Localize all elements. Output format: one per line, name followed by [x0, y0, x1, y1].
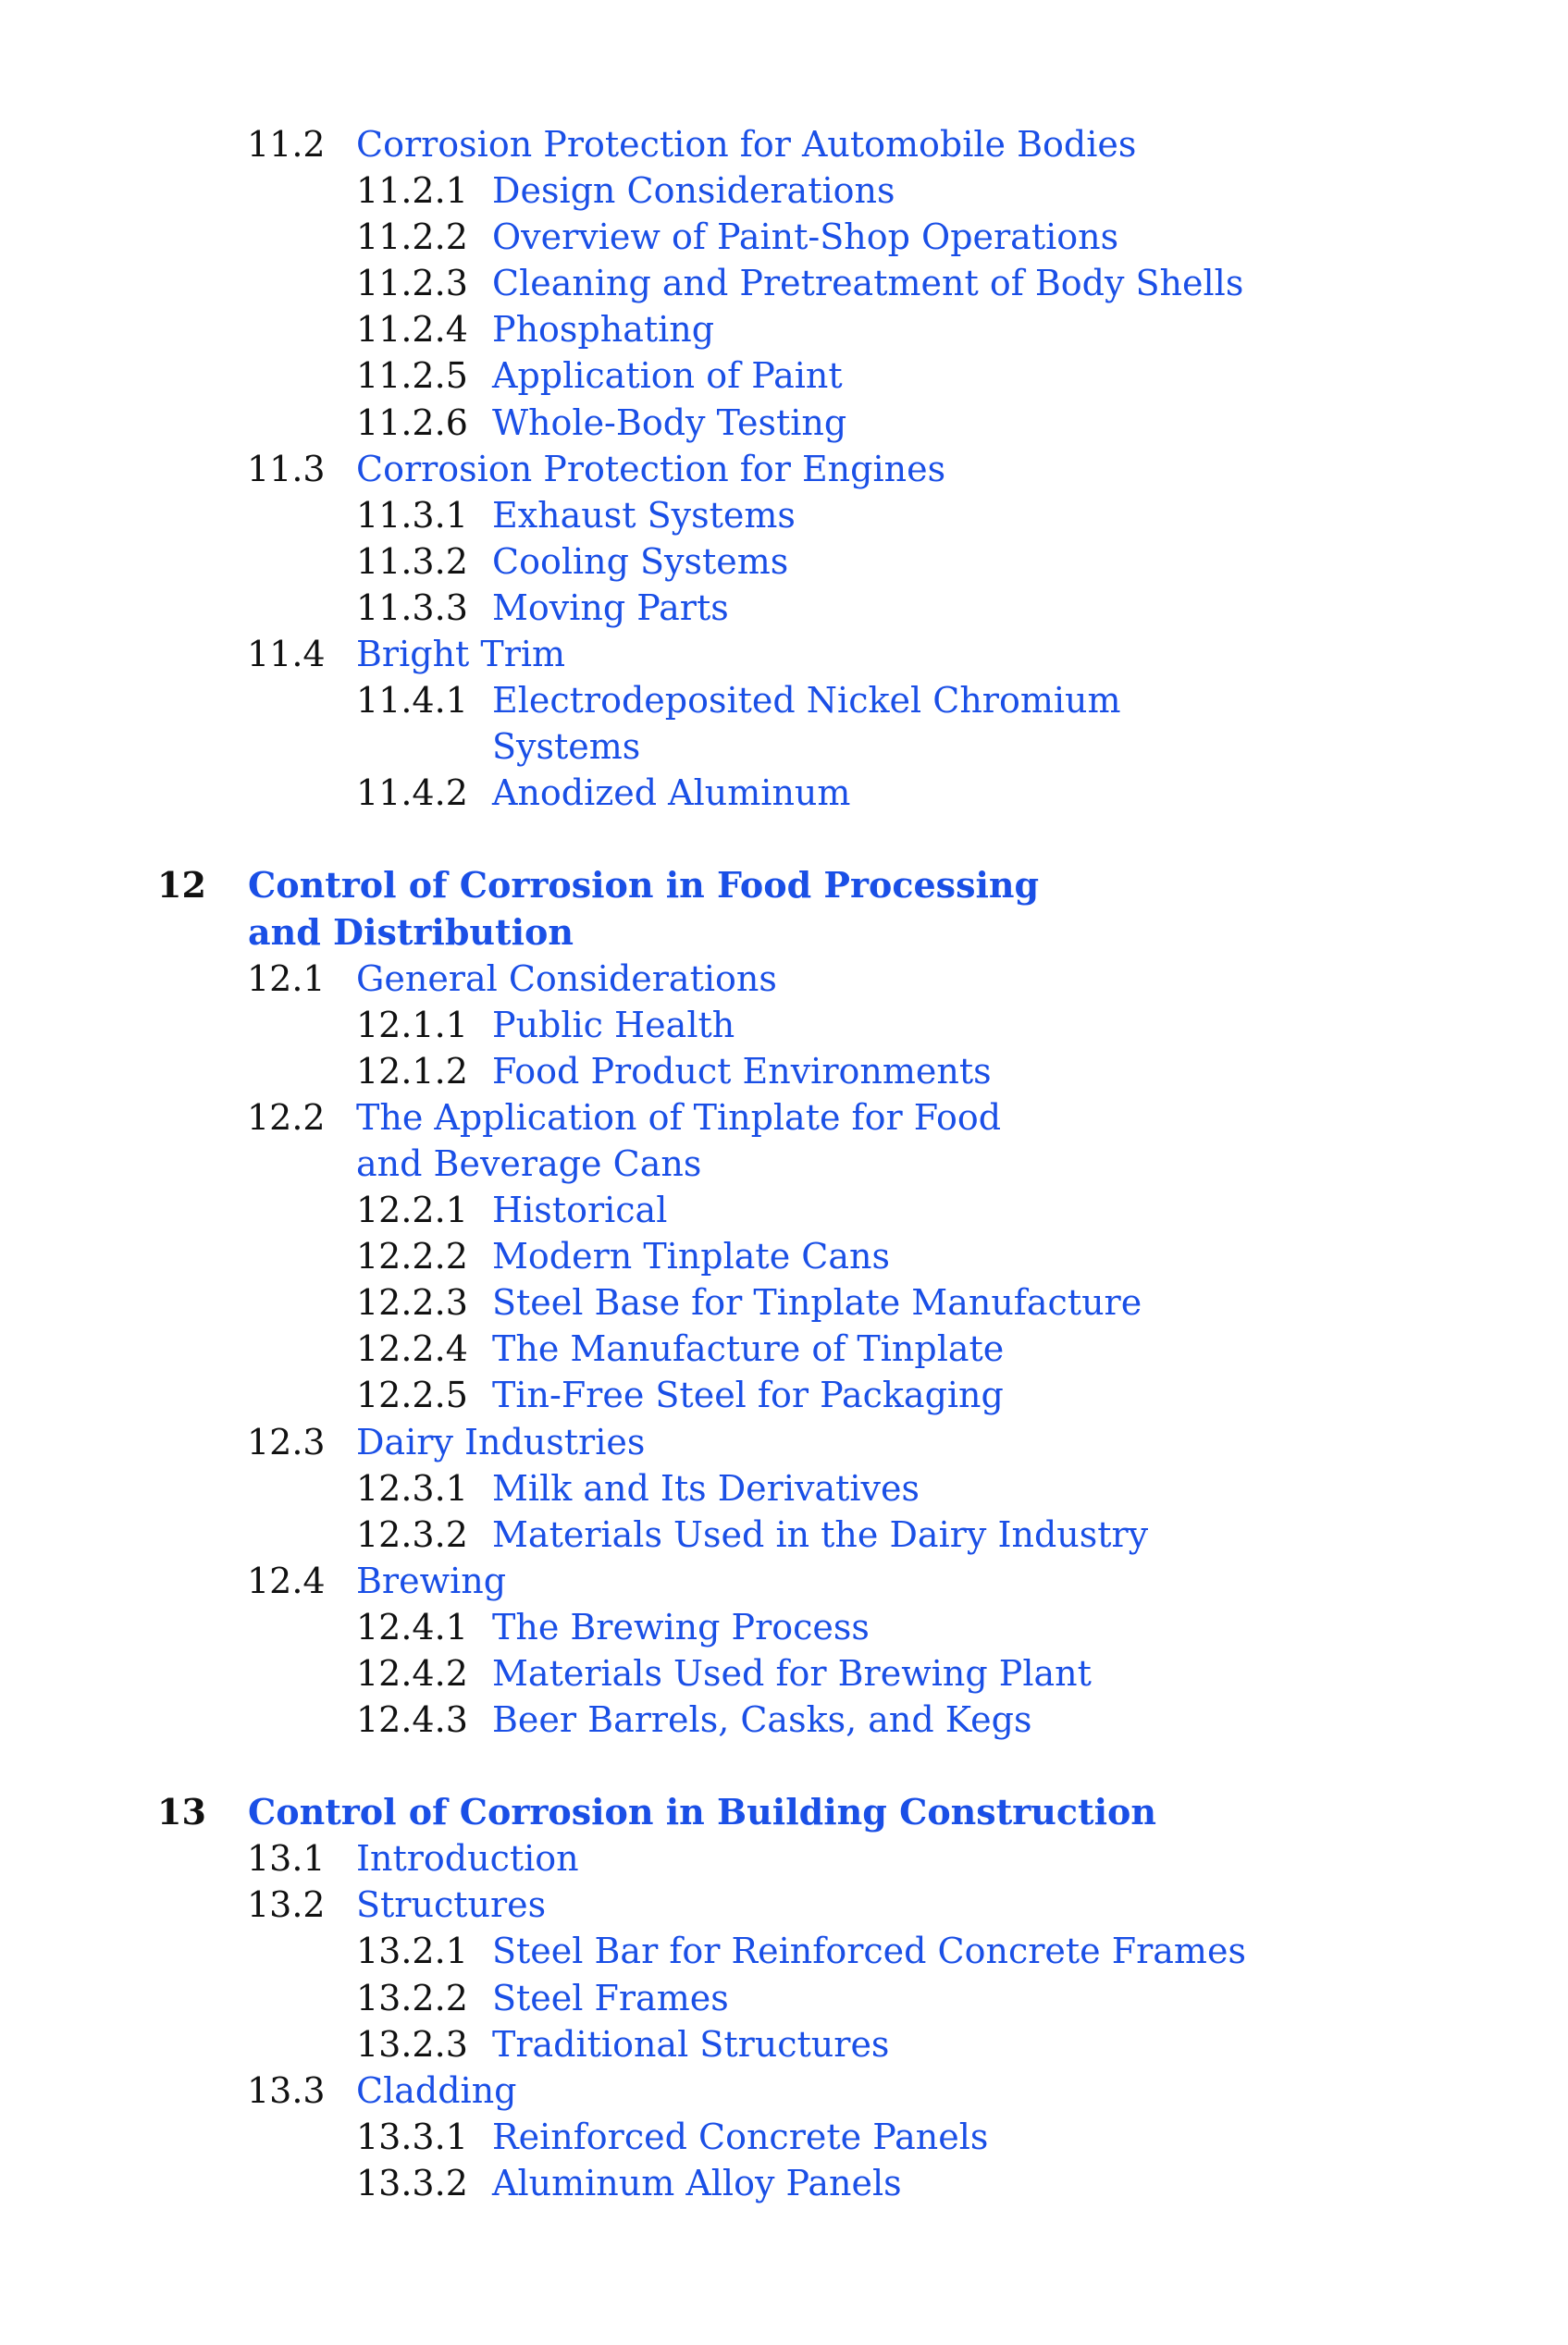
- toc-entry-number: 11.3.2: [356, 540, 468, 582]
- toc-entry-number: 12.4.1: [356, 1606, 468, 1648]
- toc-entry-link[interactable]: Steel Frames: [492, 1977, 729, 2018]
- toc-entry-link[interactable]: General Considerations: [356, 957, 777, 999]
- toc-entry-number: 11.2.2: [356, 216, 468, 258]
- toc-entry-link[interactable]: Structures: [356, 1884, 547, 1926]
- toc-subsection-row: [0, 1975, 1568, 2021]
- toc-entry-link[interactable]: Control of Corrosion in Food Processing: [248, 864, 1040, 907]
- toc-entry-link[interactable]: Electrodeposited Nickel Chromium: [492, 680, 1121, 722]
- toc-entry-number: 13.2: [247, 1884, 326, 1926]
- toc-entry-link[interactable]: Food Product Environments: [492, 1050, 992, 1092]
- toc-subsection-row: [0, 1604, 1568, 1650]
- toc-subsection-row: [0, 538, 1568, 585]
- toc-subsection-row: [0, 1002, 1568, 1048]
- toc-section-row: [0, 446, 1568, 492]
- toc-subsection-row: [0, 2021, 1568, 2067]
- toc-entry-link[interactable]: Milk and Its Derivatives: [492, 1467, 920, 1509]
- section-gap: [0, 1743, 1568, 1789]
- toc-subsection-row: [0, 352, 1568, 399]
- toc-entry-number: 13.2.3: [356, 2023, 468, 2065]
- toc-entry-link[interactable]: Application of Paint: [492, 355, 843, 397]
- toc-entry-link[interactable]: Exhaust Systems: [492, 494, 796, 536]
- toc-entry-number: 12.3.2: [356, 1513, 468, 1555]
- toc-entry-number: 12.1: [247, 957, 326, 999]
- toc-entry-link[interactable]: Cleaning and Pretreatment of Body Shells: [492, 263, 1244, 304]
- toc-entry-link[interactable]: Reinforced Concrete Panels: [492, 2116, 989, 2157]
- toc-subsection-row: [0, 677, 1568, 723]
- toc-entry-number: 12.1.2: [356, 1050, 468, 1092]
- toc-subsection-row: [0, 1279, 1568, 1326]
- toc-entry-number: 12.2.3: [356, 1282, 468, 1324]
- toc-subsection-row: [0, 1048, 1568, 1094]
- toc-subsection-row: [0, 400, 1568, 446]
- toc-entry-link[interactable]: The Brewing Process: [492, 1606, 870, 1648]
- toc-subsection-row: [0, 1512, 1568, 1558]
- toc-entry-link[interactable]: The Application of Tinplate for Food: [356, 1096, 1002, 1138]
- toc-chapter-row: [0, 862, 1568, 908]
- toc-entry-number: 11.3.1: [356, 494, 468, 536]
- toc-entry-number: 12.3.1: [356, 1467, 468, 1509]
- toc-entry-link[interactable]: Traditional Structures: [492, 2023, 890, 2065]
- toc-subsection-row: [0, 1928, 1568, 1974]
- toc-entry-number: 12.3: [247, 1421, 326, 1463]
- toc-section-row: [0, 956, 1568, 1002]
- toc-entry-number: 11.2.1: [356, 170, 468, 212]
- toc-entry-number: 11.4.2: [356, 772, 468, 814]
- toc-subsection-row: [0, 260, 1568, 306]
- toc-entry-link[interactable]: and Distribution: [248, 910, 574, 953]
- toc-section-row: [0, 631, 1568, 677]
- toc-entry-number: 11.4: [247, 634, 326, 675]
- toc-section-row: [0, 1882, 1568, 1928]
- toc-section-row: [0, 1141, 1568, 1187]
- toc-entry-number: 11.3.3: [356, 586, 468, 628]
- toc-entry-link[interactable]: Steel Bar for Reinforced Concrete Frames: [492, 1931, 1246, 1972]
- toc-entry-number: 12: [157, 864, 206, 907]
- toc-subsection-row: [0, 1326, 1568, 1372]
- toc-entry-link[interactable]: Anodized Aluminum: [492, 772, 851, 814]
- toc-entry-number: 11.4.1: [356, 680, 468, 722]
- toc-chapter-row: [0, 1789, 1568, 1835]
- toc-subsection-row: [0, 2160, 1568, 2206]
- toc-entry-number: 12.2.4: [356, 1328, 468, 1370]
- toc-subsection-row: [0, 1187, 1568, 1233]
- toc-entry-number: 12.2.2: [356, 1236, 468, 1277]
- toc-entry-number: 11.2.4: [356, 309, 468, 351]
- toc-subsection-row: [0, 723, 1568, 770]
- toc-section-row: [0, 1558, 1568, 1604]
- toc-subsection-row: [0, 306, 1568, 352]
- toc-entry-link[interactable]: Moving Parts: [492, 586, 729, 628]
- toc-subsection-row: [0, 1372, 1568, 1418]
- toc-entry-number: 11.2.6: [356, 401, 468, 443]
- toc-section-row: [0, 2067, 1568, 2114]
- toc-subsection-row: [0, 214, 1568, 260]
- toc-entry-number: 12.4.3: [356, 1699, 468, 1741]
- toc-section-row: [0, 1835, 1568, 1882]
- toc-subsection-row: [0, 492, 1568, 538]
- toc-entry-number: 12.2.5: [356, 1375, 468, 1416]
- toc-entry-link[interactable]: Modern Tinplate Cans: [492, 1236, 890, 1277]
- toc-subsection-row: [0, 1650, 1568, 1697]
- toc-entry-link[interactable]: and Beverage Cans: [356, 1142, 702, 1184]
- toc-subsection-row: [0, 1233, 1568, 1279]
- toc-subsection-row: [0, 1465, 1568, 1512]
- toc-entry-number: 12.2.1: [356, 1190, 468, 1231]
- toc-entry-link[interactable]: Bright Trim: [356, 634, 566, 675]
- toc-entry-number: 13.2.1: [356, 1931, 468, 1972]
- toc-entry-link[interactable]: Materials Used for Brewing Plant: [492, 1653, 1092, 1694]
- toc-entry-number: 11.3: [247, 448, 326, 489]
- toc-entry-link[interactable]: Brewing: [356, 1560, 507, 1601]
- toc-subsection-row: [0, 1697, 1568, 1743]
- toc-entry-number: 13.3.2: [356, 2162, 468, 2203]
- toc-section-row: [0, 121, 1568, 167]
- toc-entry-link[interactable]: Introduction: [356, 1838, 579, 1880]
- toc-entry-link[interactable]: Historical: [492, 1190, 668, 1231]
- toc-entry-link[interactable]: Corrosion Protection for Engines: [356, 448, 946, 489]
- toc-chapter-row: [0, 909, 1568, 956]
- toc-entry-link[interactable]: Whole-Body Testing: [492, 401, 847, 443]
- toc-entry-number: 11.2.3: [356, 263, 468, 304]
- toc-entry-link[interactable]: Cooling Systems: [492, 540, 789, 582]
- toc-entry-link[interactable]: Overview of Paint-Shop Operations: [492, 216, 1119, 258]
- toc-entry-number: 12.4: [247, 1560, 326, 1601]
- toc-subsection-row: [0, 2114, 1568, 2160]
- toc-entry-link[interactable]: Corrosion Protection for Automobile Bodies: [356, 124, 1137, 165]
- toc-entry-link[interactable]: Dairy Industries: [356, 1421, 646, 1463]
- toc-entry-link[interactable]: Beer Barrels, Casks, and Kegs: [492, 1699, 1032, 1741]
- toc-entry-number: 13.3: [247, 2069, 326, 2111]
- toc-entry-link[interactable]: The Manufacture of Tinplate: [492, 1328, 1005, 1370]
- toc-entry-number: 11.2: [247, 124, 326, 165]
- toc-entry-number: 13: [157, 1791, 206, 1833]
- toc-entry-link[interactable]: Systems: [492, 726, 641, 768]
- toc-section-row: [0, 1094, 1568, 1141]
- toc-subsection-row: [0, 585, 1568, 631]
- toc-entry-link[interactable]: Aluminum Alloy Panels: [492, 2162, 902, 2203]
- toc-entry-link[interactable]: Tin-Free Steel for Packaging: [492, 1375, 1004, 1416]
- toc-entry-link[interactable]: Steel Base for Tinplate Manufacture: [492, 1282, 1142, 1324]
- toc-section-row: [0, 1419, 1568, 1465]
- toc-entry-number: 11.2.5: [356, 355, 468, 397]
- table-of-contents: [0, 121, 1568, 2206]
- toc-entry-number: 13.2.2: [356, 1977, 468, 2018]
- toc-entry-link[interactable]: Phosphating: [492, 309, 715, 351]
- toc-entry-number: 13.1: [247, 1838, 326, 1880]
- toc-entry-number: 12.4.2: [356, 1653, 468, 1694]
- toc-subsection-row: [0, 770, 1568, 816]
- toc-entry-link[interactable]: Materials Used in the Dairy Industry: [492, 1513, 1149, 1555]
- toc-entry-number: 12.1.1: [356, 1004, 468, 1045]
- toc-entry-link[interactable]: Public Health: [492, 1004, 735, 1045]
- toc-entry-number: 12.2: [247, 1096, 326, 1138]
- section-gap: [0, 816, 1568, 862]
- toc-entry-number: 13.3.1: [356, 2116, 468, 2157]
- toc-entry-link[interactable]: Design Considerations: [492, 170, 895, 212]
- toc-entry-link[interactable]: Cladding: [356, 2069, 517, 2111]
- toc-entry-link[interactable]: Control of Corrosion in Building Construction: [248, 1791, 1156, 1833]
- toc-subsection-row: [0, 167, 1568, 214]
